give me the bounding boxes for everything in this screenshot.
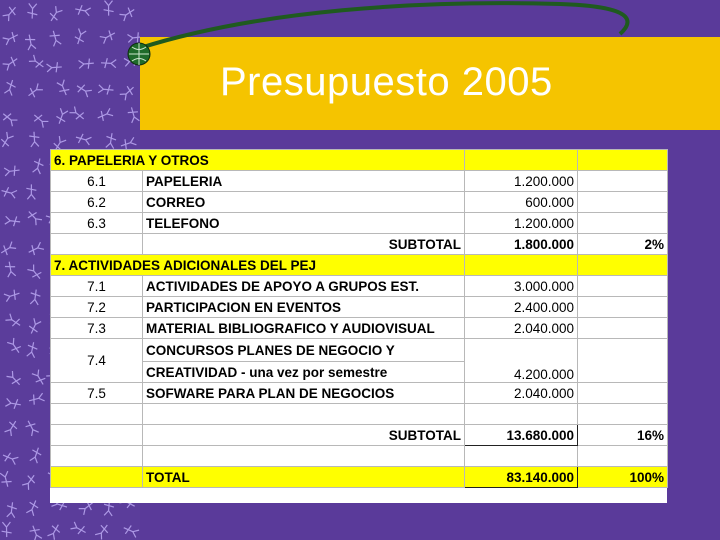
- item-code: 7.5: [51, 383, 143, 404]
- table-row: [51, 383, 668, 404]
- item-amount: 3.000.000: [465, 276, 578, 297]
- section-heading: 7. ACTIVIDADES ADICIONALES DEL PEJ: [51, 255, 465, 276]
- item-name: TELEFONO: [143, 213, 465, 234]
- swoosh-line-icon: [0, 0, 720, 60]
- item-name: ACTIVIDADES DE APOYO A GRUPOS EST.: [143, 276, 465, 297]
- item-name: CORREO: [143, 192, 465, 213]
- item-name: PARTICIPACION EN EVENTOS: [143, 297, 465, 318]
- table-row: [51, 339, 668, 362]
- item-code: 7.4: [51, 339, 143, 383]
- subtotal-percent: 2%: [578, 234, 668, 255]
- table-row: [51, 297, 668, 318]
- globe-icon: [126, 41, 152, 67]
- item-amount: 2.040.000: [465, 383, 578, 404]
- item-code: 7.1: [51, 276, 143, 297]
- section-heading-row: [51, 150, 668, 171]
- item-name: SOFWARE PARA PLAN DE NEGOCIOS: [143, 383, 465, 404]
- budget-table: [50, 149, 668, 488]
- item-amount: 2.400.000: [465, 297, 578, 318]
- table-row: [51, 192, 668, 213]
- page-title: Presupuesto 2005: [220, 60, 553, 104]
- empty-row: [51, 404, 668, 425]
- total-percent: 100%: [578, 467, 668, 488]
- subtotal-label: SUBTOTAL: [143, 234, 465, 255]
- item-code: 7.3: [51, 318, 143, 339]
- subtotal-label: SUBTOTAL: [143, 425, 465, 446]
- table-row: [51, 213, 668, 234]
- item-amount: 2.040.000: [465, 318, 578, 339]
- item-name: PAPELERIA: [143, 171, 465, 192]
- subtotal-row: [51, 234, 668, 255]
- subtotal-amount: 1.800.000: [465, 234, 578, 255]
- section-heading: 6. PAPELERIA Y OTROS: [51, 150, 465, 171]
- budget-spreadsheet: [50, 149, 667, 503]
- item-amount: 600.000: [465, 192, 578, 213]
- item-code: 7.2: [51, 297, 143, 318]
- table-row: [51, 318, 668, 339]
- empty-row: [51, 446, 668, 467]
- item-amount: 4.200.000: [465, 339, 578, 383]
- item-name-continued: CREATIVIDAD - una vez por semestre: [143, 362, 465, 383]
- total-row: [51, 467, 668, 488]
- item-code: 6.2: [51, 192, 143, 213]
- item-name: CONCURSOS PLANES DE NEGOCIO Y: [143, 339, 465, 362]
- table-row: [51, 276, 668, 297]
- total-amount: 83.140.000: [465, 467, 578, 488]
- item-code: 6.1: [51, 171, 143, 192]
- section-heading-row: [51, 255, 668, 276]
- subtotal-amount: 13.680.000: [465, 425, 578, 446]
- item-code: 6.3: [51, 213, 143, 234]
- item-amount: 1.200.000: [465, 213, 578, 234]
- table-row: [51, 171, 668, 192]
- subtotal-percent: 16%: [578, 425, 668, 446]
- item-amount: 1.200.000: [465, 171, 578, 192]
- subtotal-row: [51, 425, 668, 446]
- item-name: MATERIAL BIBLIOGRAFICO Y AUDIOVISUAL: [143, 318, 465, 339]
- total-label: TOTAL: [143, 467, 465, 488]
